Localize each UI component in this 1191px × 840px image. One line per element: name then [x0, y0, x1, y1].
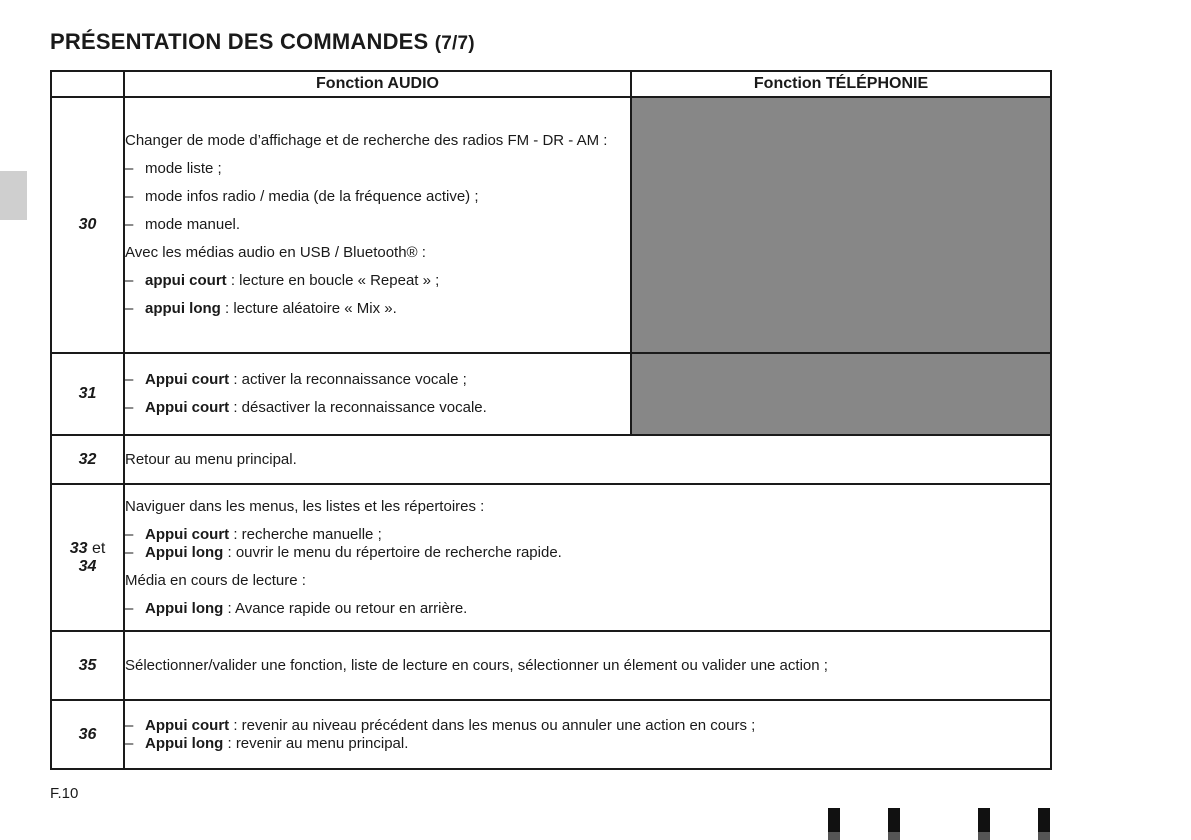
- line-text: Naviguer dans les menus, les listes et les répertoires :: [125, 497, 485, 515]
- telephony-unavailable-cell: [631, 97, 1051, 353]
- crop-mark: [828, 808, 840, 840]
- description-line: [125, 600, 1050, 618]
- audio-function-description: [124, 97, 631, 353]
- dash-bullet: –: [125, 734, 134, 752]
- dash-bullet: –: [125, 188, 134, 205]
- description-line: [125, 657, 1050, 675]
- audio-function-description: [124, 353, 631, 435]
- table-row-30: [51, 97, 1051, 353]
- dash-bullet: –: [125, 525, 134, 543]
- dash-bullet: –: [125, 160, 134, 177]
- line-text: : désactiver la reconnaissance vocale.: [229, 399, 487, 416]
- line-text: : lecture en boucle « Repeat » ;: [226, 272, 440, 289]
- page-title-suffix: (7/7): [434, 33, 475, 54]
- table-row-31: [51, 353, 1051, 435]
- chapter-tab-marker: [0, 171, 27, 220]
- line-text: Avec les médias audio en USB / Bluetooth® :: [125, 244, 426, 261]
- line-keyword: Appui court: [145, 399, 230, 416]
- description-line: [125, 371, 630, 389]
- description-line: [125, 244, 630, 262]
- line-text: : revenir au menu principal.: [223, 734, 409, 752]
- table-row-36: [51, 700, 1051, 769]
- dash-bullet: –: [125, 399, 134, 416]
- crop-mark: [1038, 808, 1050, 840]
- page-title-text: PRÉSENTATION DES COMMANDES: [50, 29, 429, 54]
- function-description: [124, 484, 1051, 631]
- dash-bullet: –: [125, 216, 134, 233]
- description-line: [125, 216, 630, 234]
- function-description: [124, 435, 1051, 484]
- function-description: [124, 700, 1051, 769]
- control-number: 31: [51, 353, 124, 435]
- line-text: Média en cours de lecture :: [125, 571, 306, 589]
- control-number-joiner: et: [91, 539, 106, 557]
- description-line: [125, 300, 630, 318]
- dash-bullet: –: [125, 716, 134, 734]
- line-text: : lecture aléatoire « Mix ».: [220, 300, 397, 317]
- line-text: : revenir au niveau précédent dans les menus ou annuler une action en cours ;: [229, 716, 756, 734]
- line-text: Changer de mode d’affichage et de recherche des radios FM - DR - AM :: [125, 132, 608, 149]
- line-text: mode infos radio / media (de la fréquence active) ;: [145, 188, 479, 205]
- description-line: [125, 717, 1050, 735]
- line-text: mode liste ;: [145, 160, 222, 177]
- line-text: mode manuel.: [145, 216, 241, 233]
- table-row-33-34: [51, 484, 1051, 631]
- table-header-row: [51, 71, 1051, 97]
- table-row-32: [51, 435, 1051, 484]
- page-number: F.10: [50, 785, 79, 802]
- description-line: [125, 498, 1050, 516]
- line-text: : ouvrir le menu du répertoire de recherche rapide.: [223, 543, 562, 561]
- header-number-cell: [51, 71, 124, 97]
- table-row-35: [51, 631, 1051, 700]
- description-line: [125, 544, 1050, 562]
- line-keyword: Appui long: [145, 734, 224, 752]
- control-number-first: 33: [69, 539, 88, 557]
- line-keyword: Appui long: [145, 543, 224, 561]
- description-line: [125, 188, 630, 206]
- page-title: [50, 28, 475, 58]
- dash-bullet: –: [125, 300, 134, 317]
- crop-mark: [888, 808, 900, 840]
- line-keyword: appui court: [145, 272, 227, 289]
- description-line: [125, 399, 630, 417]
- telephony-unavailable-cell: [631, 353, 1051, 435]
- line-keyword: Appui long: [145, 599, 224, 617]
- controls-table: [50, 70, 1052, 770]
- description-line: [125, 735, 1050, 753]
- line-keyword: Appui court: [145, 716, 230, 734]
- control-number: 36: [51, 700, 124, 769]
- line-text: Retour au menu principal.: [125, 450, 297, 468]
- description-line: [125, 160, 630, 178]
- description-line: [125, 572, 1050, 590]
- line-text: Sélectionner/valider une fonction, liste de lecture en cours, sélectionner un élement ou valider une action ;: [125, 656, 828, 674]
- control-number: [51, 484, 124, 631]
- control-number: 35: [51, 631, 124, 700]
- header-audio-function: Fonction AUDIO: [124, 71, 631, 97]
- line-text: : activer la reconnaissance vocale ;: [229, 371, 467, 388]
- function-description: [124, 631, 1051, 700]
- line-keyword: Appui court: [145, 371, 230, 388]
- description-line: [125, 526, 1050, 544]
- control-number-second: 34: [78, 557, 97, 575]
- dash-bullet: –: [125, 599, 134, 617]
- dash-bullet: –: [125, 543, 134, 561]
- dash-bullet: –: [125, 371, 134, 388]
- description-line: [125, 272, 630, 290]
- control-number: 32: [51, 435, 124, 484]
- control-number: 30: [51, 97, 124, 353]
- description-line: [125, 451, 1050, 469]
- line-text: : Avance rapide ou retour en arrière.: [223, 599, 468, 617]
- header-telephony-function: Fonction TÉLÉPHONIE: [631, 71, 1051, 97]
- line-keyword: appui long: [145, 300, 221, 317]
- description-line: [125, 132, 630, 150]
- line-text: : recherche manuelle ;: [229, 525, 382, 543]
- line-keyword: Appui court: [145, 525, 230, 543]
- dash-bullet: –: [125, 272, 134, 289]
- crop-mark: [978, 808, 990, 840]
